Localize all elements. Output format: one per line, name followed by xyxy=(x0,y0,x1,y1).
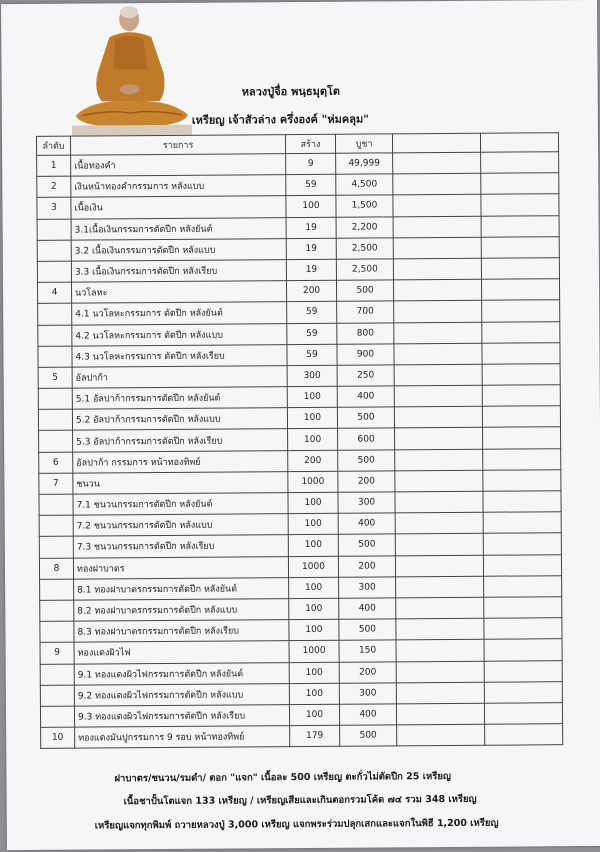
row-quantity: 100 xyxy=(286,196,336,218)
row-number xyxy=(40,621,74,642)
row-price: 500 xyxy=(339,619,396,641)
row-number xyxy=(40,579,74,600)
row-blank-cell xyxy=(396,703,484,725)
row-price: 49,999 xyxy=(336,153,393,175)
row-quantity: 100 xyxy=(289,598,339,620)
document-sheet xyxy=(1,0,600,850)
row-quantity: 1000 xyxy=(288,556,338,578)
row-quantity: 100 xyxy=(289,683,339,705)
row-price: 250 xyxy=(337,365,394,387)
row-quantity: 100 xyxy=(289,577,339,599)
row-quantity: 1000 xyxy=(289,641,339,663)
footer-note-3: เหรียญแจกทุกพิมพ์ ถวายหลวงปู่ 3,000 เหรียญ แจกพระร่วมปลุกเสกและแจกในพิธี 1,200 เหรียญ xyxy=(94,817,499,832)
row-number: 9 xyxy=(40,642,74,663)
row-number xyxy=(38,409,72,430)
row-blank-cell xyxy=(484,575,562,597)
row-number: 4 xyxy=(37,282,71,303)
row-item-name: 4.2 นวโลหะกรรมการ ตัดปีก หลังแบบ xyxy=(72,323,287,346)
row-blank-cell xyxy=(396,618,484,640)
row-blank-cell xyxy=(395,534,483,556)
row-blank-cell xyxy=(483,533,561,555)
col-header-price: บูชา xyxy=(335,134,392,153)
row-price: 4,500 xyxy=(336,174,393,196)
row-blank-cell xyxy=(484,681,562,703)
row-item-name: ชนวน xyxy=(73,471,288,494)
row-price: 400 xyxy=(337,386,394,408)
row-quantity: 19 xyxy=(286,238,336,260)
row-number xyxy=(39,536,73,557)
row-quantity: 100 xyxy=(287,386,337,408)
row-price: 500 xyxy=(340,725,397,747)
row-quantity: 59 xyxy=(287,302,337,324)
row-blank-cell xyxy=(395,449,483,471)
row-price: 200 xyxy=(338,555,395,577)
row-quantity: 100 xyxy=(288,492,338,514)
row-blank-cell xyxy=(395,512,483,534)
row-blank-cell xyxy=(394,322,482,344)
row-item-name: 3.3 เนื้อเงินกรรมการตัดปีก หลังเรียบ xyxy=(71,260,286,283)
row-number xyxy=(39,494,73,515)
row-quantity: 100 xyxy=(287,408,337,430)
row-item-name: 5.2 อัลปาก้ากรรมการตัดปีก หลังแบบ xyxy=(72,408,287,431)
row-blank-cell xyxy=(394,385,482,407)
row-blank-cell xyxy=(395,555,483,577)
row-number: 6 xyxy=(39,452,73,473)
table-body xyxy=(37,152,563,749)
row-number xyxy=(40,600,74,621)
row-blank-cell xyxy=(395,491,483,513)
row-blank-cell xyxy=(393,216,481,238)
row-blank-cell xyxy=(396,597,484,619)
col-header-blank-2 xyxy=(480,133,558,153)
row-quantity: 179 xyxy=(290,725,340,747)
row-number xyxy=(38,303,72,324)
row-price: 500 xyxy=(337,407,394,429)
row-item-name: 5.3 อัลปาก้ากรรมการตัดปีก หลังเรียบ xyxy=(73,429,288,452)
row-blank-cell xyxy=(396,640,484,662)
row-blank-cell xyxy=(483,554,561,576)
footer-note-1: ฝาบาตร/ชนวน/รมดำ/ ตอก "แจก" เนื้อละ 500 เหรียญ ตะกั่วไม่ตัดปีก 25 เหรียญ xyxy=(114,770,451,785)
row-item-name: ทองฝาบาตร xyxy=(73,556,288,579)
row-number: 10 xyxy=(41,727,75,748)
row-item-name: อัลปาก้า กรรมการ หน้าทองทิพย์ xyxy=(73,450,288,473)
row-quantity: 200 xyxy=(288,450,338,472)
row-price: 500 xyxy=(338,534,395,556)
row-item-name: 9.3 ทองแดงผิวไฟกรรมการตัดปีก หลังเรียบ xyxy=(74,704,289,727)
row-blank-cell xyxy=(393,152,481,174)
row-quantity: 59 xyxy=(287,323,337,345)
row-item-name: 7.3 ชนวนกรรมการตัดปีก หลังเรียบ xyxy=(73,535,288,558)
row-item-name: ทองแดงมันปูกรรมการ 9 รอบ หน้าทองทิพย์ xyxy=(75,726,290,749)
row-item-name: 7.2 ชนวนกรรมการตัดปีก หลังแบบ xyxy=(73,514,288,537)
row-quantity: 100 xyxy=(288,535,338,557)
row-price: 400 xyxy=(339,598,396,620)
document-title: หลวงปู่จื่อ พนฺธมุตฺโต xyxy=(241,84,341,99)
row-price: 400 xyxy=(339,704,396,726)
row-quantity: 100 xyxy=(289,704,339,726)
row-number xyxy=(37,219,71,240)
row-number: 1 xyxy=(37,155,71,176)
row-item-name: 3.1เนื้อเงินกรรมการตัดปีก หลังยันต์ xyxy=(71,217,286,240)
row-blank-cell xyxy=(481,215,559,237)
row-quantity: 200 xyxy=(286,280,336,302)
row-number: 7 xyxy=(39,473,73,494)
row-blank-cell xyxy=(482,300,560,322)
row-price: 2,500 xyxy=(336,259,393,281)
col-header-qty: สร้าง xyxy=(285,134,335,153)
row-item-name: 8.3 ทองฝาบาตรกรรมการตัดปีก หลังเรียบ xyxy=(74,620,289,643)
row-blank-cell xyxy=(481,258,559,280)
row-blank-cell xyxy=(481,194,559,216)
row-number xyxy=(38,388,72,409)
row-quantity: 9 xyxy=(286,153,336,175)
row-item-name: นวโลหะ xyxy=(71,281,286,304)
row-number xyxy=(40,685,74,706)
col-header-no: ลำดับ xyxy=(36,136,70,155)
row-price: 700 xyxy=(337,301,394,323)
row-item-name: 4.1 นวโลหะกรรมการ ตัดปีก หลังยันต์ xyxy=(72,302,287,325)
row-blank-cell xyxy=(393,195,481,217)
row-blank-cell xyxy=(483,470,561,492)
row-blank-cell xyxy=(481,152,559,174)
row-number xyxy=(38,325,72,346)
row-price: 400 xyxy=(338,513,395,535)
row-quantity: 19 xyxy=(286,259,336,281)
row-blank-cell xyxy=(483,448,561,470)
row-price: 500 xyxy=(338,449,395,471)
row-item-name: 4.3 นวโลหะกรรมการ ตัดปีก หลังเรียบ xyxy=(72,344,287,367)
row-blank-cell xyxy=(393,258,481,280)
col-header-blank-1 xyxy=(392,133,480,153)
row-item-name: 5.1 อัลปาก้ากรรมการตัดปีก หลังยันต์ xyxy=(72,387,287,410)
row-blank-cell xyxy=(393,237,481,259)
row-blank-cell xyxy=(481,236,559,258)
row-number xyxy=(37,261,71,282)
row-blank-cell xyxy=(481,173,559,195)
row-quantity: 1000 xyxy=(288,471,338,493)
footer-note-2: เนื้อชาปั้นโตแจก 133 เหรียญ / เหรียญเสียและเกินตอกรวมโค้ด ๗๔ รวม 348 เหรียญ xyxy=(123,793,477,808)
row-item-name: 9.1 ทองแดงผิวไฟกรรมการตัดปีก หลังยันต์ xyxy=(74,662,289,685)
row-price: 300 xyxy=(339,577,396,599)
row-blank-cell xyxy=(395,470,483,492)
row-number: 3 xyxy=(37,197,71,218)
row-quantity: 100 xyxy=(288,429,338,451)
row-blank-cell xyxy=(394,343,482,365)
row-blank-cell xyxy=(396,682,484,704)
row-number xyxy=(40,706,74,727)
price-table xyxy=(36,132,563,749)
row-blank-cell xyxy=(482,364,560,386)
row-blank-cell xyxy=(394,406,482,428)
row-blank-cell xyxy=(394,364,482,386)
row-blank-cell xyxy=(483,512,561,534)
row-blank-cell xyxy=(482,406,560,428)
row-item-name: 8.1 ทองฝาบาตรกรรมการตัดปีก หลังยันต์ xyxy=(74,577,289,600)
row-quantity: 19 xyxy=(286,217,336,239)
row-item-name: ทองแดงผิวไฟ xyxy=(74,641,289,664)
row-blank-cell xyxy=(484,703,562,725)
row-blank-cell xyxy=(396,661,484,683)
row-quantity: 59 xyxy=(287,344,337,366)
row-price: 150 xyxy=(339,640,396,662)
row-number xyxy=(39,515,73,536)
row-price: 500 xyxy=(336,280,393,302)
row-blank-cell xyxy=(484,597,562,619)
row-price: 600 xyxy=(338,428,395,450)
row-blank-cell xyxy=(484,618,562,640)
row-item-name: เนื้อเงิน xyxy=(71,196,286,219)
row-number xyxy=(37,240,71,261)
row-blank-cell xyxy=(482,385,560,407)
row-price: 200 xyxy=(338,471,395,493)
row-item-name: 8.2 ทองฝาบาตรกรรมการตัดปีก หลังแบบ xyxy=(74,599,289,622)
row-price: 1,500 xyxy=(336,195,393,217)
row-blank-cell xyxy=(483,491,561,513)
row-price: 900 xyxy=(337,344,394,366)
row-number xyxy=(40,664,74,685)
table-row xyxy=(41,724,563,749)
row-blank-cell xyxy=(485,724,563,746)
document-subtitle: เหรียญ เจ้าสัวล่าง ครึ่งองค์ "ห่มคลุม" xyxy=(191,112,369,127)
row-blank-cell xyxy=(481,279,559,301)
row-blank-cell xyxy=(394,301,482,323)
row-blank-cell xyxy=(484,639,562,661)
row-price: 200 xyxy=(339,661,396,683)
row-blank-cell xyxy=(393,173,481,195)
row-price: 2,200 xyxy=(336,216,393,238)
row-quantity: 100 xyxy=(289,619,339,641)
row-blank-cell xyxy=(484,660,562,682)
row-price: 300 xyxy=(338,492,395,514)
row-price: 300 xyxy=(339,683,396,705)
row-item-name: 3.2 เนื้อเงินกรรมการตัดปีก หลังแบบ xyxy=(71,238,286,261)
row-item-name: 9.2 ทองแดงผิวไฟกรรมการตัดปีก หลังแบบ xyxy=(74,683,289,706)
row-quantity: 100 xyxy=(289,662,339,684)
col-header-item: รายการ xyxy=(70,135,285,156)
row-blank-cell xyxy=(395,428,483,450)
row-item-name: เงินหน้าทองคำกรรมการ หลังแบบ xyxy=(71,175,286,198)
row-quantity: 59 xyxy=(286,174,336,196)
row-blank-cell xyxy=(482,321,560,343)
row-blank-cell xyxy=(483,427,561,449)
row-blank-cell xyxy=(393,279,481,301)
row-item-name: อัลปาก้า xyxy=(72,365,287,388)
row-item-name: เนื้อทองคำ xyxy=(71,154,286,177)
row-price: 2,500 xyxy=(336,238,393,260)
row-number: 8 xyxy=(39,558,73,579)
row-item-name: 7.1 ชนวนกรรมการตัดปีก หลังยันต์ xyxy=(73,493,288,516)
row-quantity: 300 xyxy=(287,365,337,387)
row-number: 5 xyxy=(38,367,72,388)
row-blank-cell xyxy=(396,576,484,598)
row-price: 800 xyxy=(337,322,394,344)
monk-photo xyxy=(71,3,192,136)
row-number xyxy=(39,431,73,452)
row-number: 2 xyxy=(37,176,71,197)
row-blank-cell xyxy=(397,724,485,746)
row-quantity: 100 xyxy=(288,513,338,535)
row-blank-cell xyxy=(482,342,560,364)
row-number xyxy=(38,346,72,367)
